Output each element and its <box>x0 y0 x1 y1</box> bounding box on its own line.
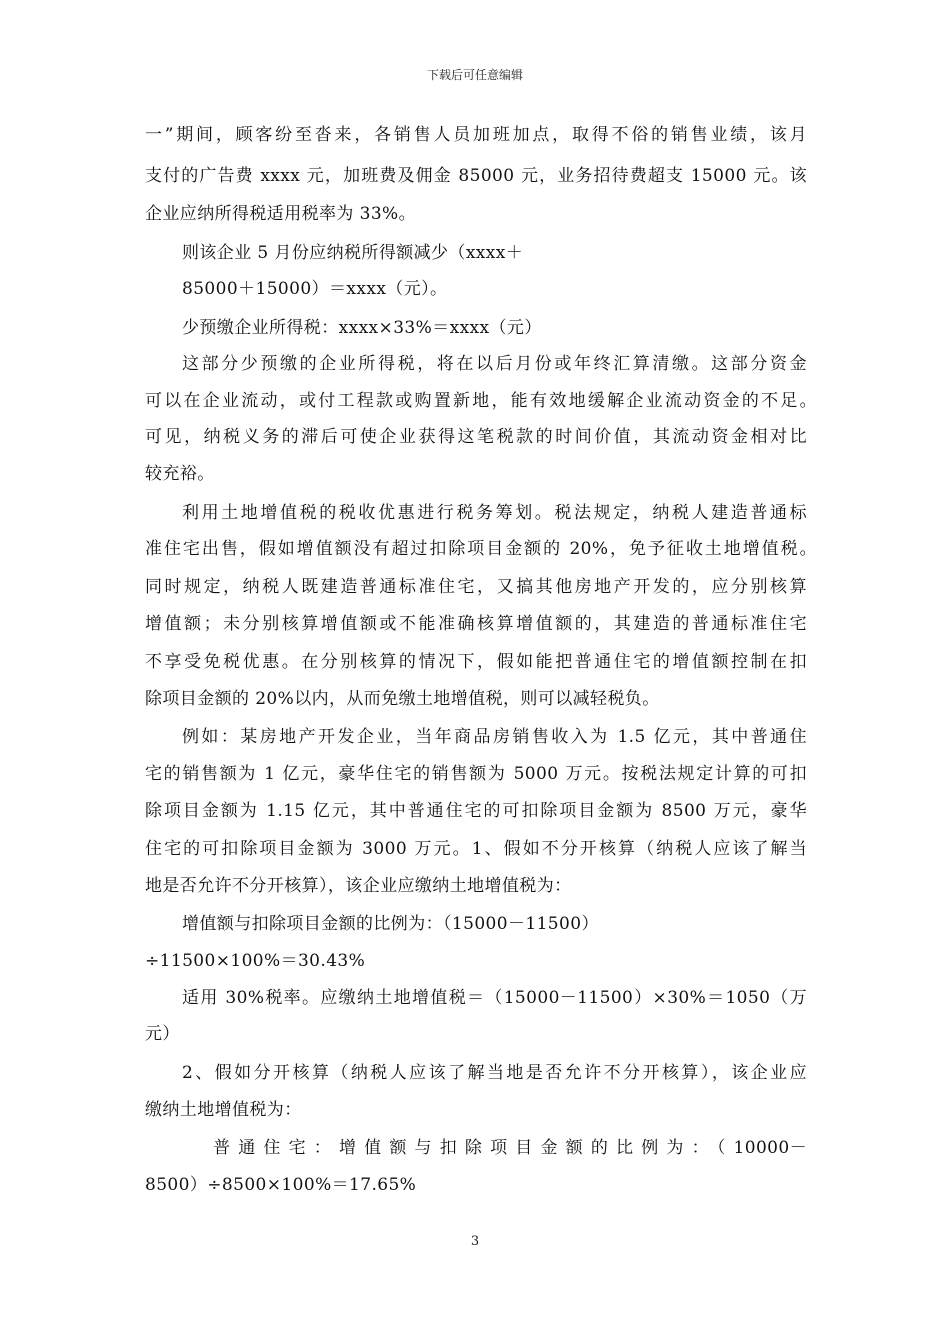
text-line: 支付的广告费 xxxx 元，加班费及佣金 85000 元，业务招待费超支 15000 元。该 <box>145 166 807 186</box>
text-line: 一”期间，顾客纷至沓来，各销售人员加班加点，取得不俗的销售业绩，该月 <box>145 125 807 145</box>
text-line: 这部分少预缴的企业所得税，将在以后月份或年终汇算清缴。这部分资金 <box>182 354 807 374</box>
text-line: 宅的销售额为 1 亿元，豪华住宅的销售额为 5000 万元。按税法规定计算的可扣 <box>145 764 807 784</box>
page-number: 3 <box>470 1234 480 1249</box>
text-line: 除项目金额为 1.15 亿元，其中普通住宅的可扣除项目金额为 8500 万元，豪华 <box>145 801 807 821</box>
text-line: 较充裕。 <box>145 464 215 484</box>
text-line: 企业应纳所得税适用税率为 33%。 <box>145 204 416 224</box>
text-line: 少预缴企业所得税：xxxx×33%＝xxxx（元） <box>182 318 542 338</box>
text-line: 例如：某房地产开发企业，当年商品房销售收入为 1.5 亿元，其中普通住 <box>182 727 807 747</box>
text-line: 住宅的可扣除项目金额为 3000 万元。1、假如不分开核算（纳税人应该了解当 <box>145 839 807 859</box>
text-line: 同时规定，纳税人既建造普通标准住宅，又搞其他房地产开发的，应分别核算 <box>145 577 807 597</box>
text-line: 除项目金额的 20%以内，从而免缴土地增值税，则可以减轻税负。 <box>145 689 660 709</box>
text-line: ÷11500×100%＝30.43% <box>145 951 366 971</box>
text-line: 2、假如分开核算（纳税人应该了解当地是否允许不分开核算），该企业应 <box>182 1063 807 1083</box>
text-line: 85000＋15000）＝xxxx（元）。 <box>182 279 448 299</box>
text-line: 不享受免税优惠。在分别核算的情况下，假如能把普通住宅的增值额控制在扣 <box>145 652 807 672</box>
text-line: 利用土地增值税的税收优惠进行税务筹划。税法规定，纳税人建造普通标 <box>182 503 807 523</box>
text-line: 可见，纳税义务的滞后可使企业获得这笔税款的时间价值，其流动资金相对比 <box>145 427 807 447</box>
text-line: 准住宅出售，假如增值额没有超过扣除项目金额的 20%，免予征收土地增值税。 <box>145 539 817 559</box>
text-line: 地是否允许不分开核算），该企业应缴纳土地增值税为： <box>145 876 572 896</box>
text-line: 元） <box>145 1024 180 1044</box>
text-line: 增值额与扣除项目金额的比例为：（15000－11500） <box>182 914 599 934</box>
text-line: 可以在企业流动，或付工程款或购置新地，能有效地缓解企业流动资金的不足。 <box>145 391 817 411</box>
text-line: 8500）÷8500×100%＝17.65% <box>145 1175 417 1195</box>
page-header: 下载后可任意编辑 <box>426 68 523 82</box>
text-line: 则该企业 5 月份应纳税所得额减少（xxxx＋ <box>182 243 524 263</box>
text-line: 普通住宅：增值额与扣除项目金额的比例为：（10000－ <box>213 1138 807 1158</box>
text-line: 增值额；未分别核算增值额或不能准确核算增值额的，其建造的普通标准住宅 <box>145 614 807 634</box>
text-line: 缴纳土地增值税为： <box>145 1100 302 1120</box>
text-line: 适用 30%税率。应缴纳土地增值税＝（15000－11500）×30%＝1050（万 <box>182 988 807 1008</box>
